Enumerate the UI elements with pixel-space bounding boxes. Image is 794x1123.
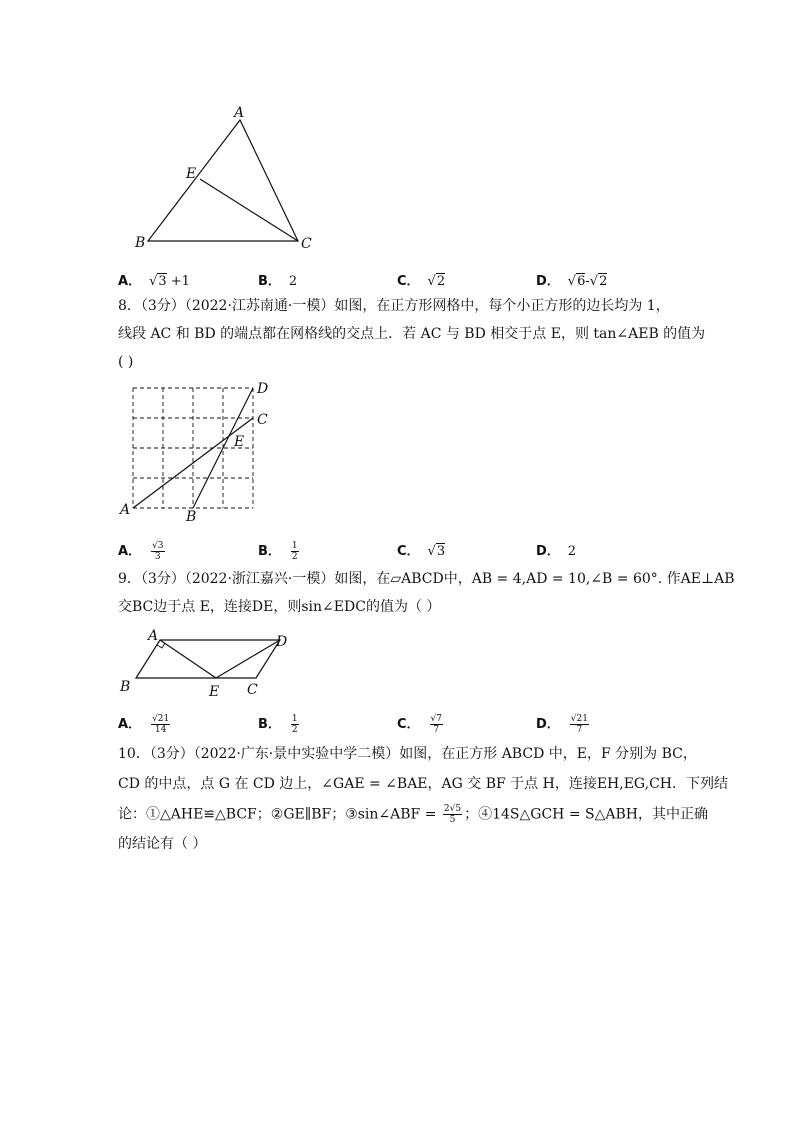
q7-option-d[interactable]: D． √6-√2 xyxy=(536,274,608,289)
q8-text-line1: 8．（3分）（2022·江苏南通·一模）如图，在正方形网格中，每个小正方形的边长均为 1， xyxy=(118,298,670,314)
label-e: E xyxy=(234,434,245,450)
label-b: B xyxy=(120,679,131,695)
label-d: D xyxy=(257,381,269,397)
label-d: D xyxy=(276,634,288,650)
q8-option-d[interactable] xyxy=(536,540,576,559)
q9-options xyxy=(118,713,678,735)
option-letter: B． xyxy=(258,717,281,732)
fraction xyxy=(570,714,589,735)
q7-option-c[interactable]: C． √2 xyxy=(397,274,446,289)
label-e: E xyxy=(209,684,220,700)
minus-sign: - xyxy=(585,274,590,289)
fraction xyxy=(151,714,170,735)
q10-line3-start: 论：①△AHE≌△BCF；②GE∥BF；③sin∠ABF = xyxy=(118,806,441,823)
label-b: B xyxy=(135,235,146,251)
option-letter: D． xyxy=(536,544,560,559)
fraction xyxy=(430,714,443,735)
option-letter: C． xyxy=(397,544,420,559)
option-letter: D． xyxy=(536,717,560,732)
radicand: 3 xyxy=(158,274,167,289)
option-letter: A． xyxy=(118,274,142,289)
denominator: 14 xyxy=(154,725,167,735)
q9-option-d[interactable] xyxy=(536,713,591,735)
option-suffix: +1 xyxy=(166,274,190,289)
triangle-figure xyxy=(128,100,328,260)
numerator: √3 xyxy=(152,541,164,551)
label-a: A xyxy=(148,628,159,644)
denominator: 7 xyxy=(576,725,583,735)
radicand: 2 xyxy=(599,274,608,289)
q10-text-line1: 10．（3分）（2022·广东·景中实验中学二模）如图，在正方形 ABCD 中，E，F 分别为 BC， xyxy=(118,746,697,762)
q10-text-line4: 的结论有（ ） xyxy=(118,836,207,852)
parallelogram-figure xyxy=(116,624,302,700)
q9-option-b[interactable] xyxy=(258,713,301,735)
q8-text-line2: 线段 AC 和 BD 的端点都在网格线的交点上．若 AC 与 BD 相交于点 E，则 tan∠AEB 的值为 xyxy=(118,326,706,342)
fraction xyxy=(291,541,299,562)
fraction xyxy=(151,541,164,562)
fraction xyxy=(443,804,462,825)
q8-option-a[interactable] xyxy=(118,540,167,562)
segment-de xyxy=(216,640,280,678)
option-letter: A． xyxy=(118,544,142,559)
label-e: E xyxy=(186,166,197,182)
numerator: 1 xyxy=(291,714,298,724)
q9-text-line1: 9．（3分）（2022·浙江嘉兴·一模）如图，在▱ABCD中，AB = 4,AD = 10,∠B = 60°. 作AE⊥AB xyxy=(118,571,735,587)
label-a: A xyxy=(120,502,131,518)
label-c: C xyxy=(257,412,268,428)
q10-text-line2: CD 的中点，点 G 在 CD 边上，∠GAE = ∠BAE，AG 交 BF 于点 H，连接EH,EG,CH．下列结 xyxy=(118,776,728,792)
option-value: 2 xyxy=(567,544,577,559)
q10-line3-end: ；④14S△GCH = S△ABH，其中正确 xyxy=(464,806,708,823)
q9-option-c[interactable] xyxy=(397,713,445,735)
option-letter: C． xyxy=(397,717,420,732)
radicand: 3 xyxy=(436,544,446,559)
label-c: C xyxy=(247,682,258,698)
segment-ae xyxy=(160,640,216,678)
fraction xyxy=(291,714,299,735)
grid-figure xyxy=(116,378,286,522)
numerator: √21 xyxy=(570,714,588,724)
q7-option-b[interactable] xyxy=(258,270,297,289)
numerator: √7 xyxy=(430,714,443,724)
q10-text-line3 xyxy=(118,804,708,825)
radicand: 2 xyxy=(436,274,446,289)
denominator: 7 xyxy=(433,725,440,735)
numerator: 2√5 xyxy=(443,804,462,814)
denominator: 5 xyxy=(449,815,456,825)
denominator: 2 xyxy=(291,725,298,735)
option-letter: C． xyxy=(397,274,420,289)
option-letter: B． xyxy=(258,544,281,559)
label-a: A xyxy=(234,105,245,121)
numerator: √21 xyxy=(152,714,170,724)
q7-option-a[interactable]: A． √3 +1 xyxy=(118,274,190,289)
option-value: 2 xyxy=(288,274,298,289)
radicand: 6 xyxy=(577,274,586,289)
option-letter: B． xyxy=(258,274,281,289)
denominator: 2 xyxy=(291,552,298,562)
q8-option-c[interactable]: C． √3 xyxy=(397,544,446,559)
denominator: 3 xyxy=(154,552,161,562)
q9-text-line2: 交BC边于点 E，连接DE，则sin∠EDC的值为（ ） xyxy=(118,599,441,615)
option-letter: D． xyxy=(536,274,560,289)
triangle-abc xyxy=(148,120,298,241)
q8-options xyxy=(118,540,678,562)
numerator: 1 xyxy=(291,541,298,551)
label-c: C xyxy=(301,236,312,252)
q8-option-b[interactable] xyxy=(258,540,301,562)
q8-text-line3: ( ) xyxy=(118,354,134,370)
label-b: B xyxy=(186,509,197,522)
q9-option-a[interactable] xyxy=(118,713,172,735)
option-letter: A． xyxy=(118,717,142,732)
q7-options xyxy=(118,270,678,292)
